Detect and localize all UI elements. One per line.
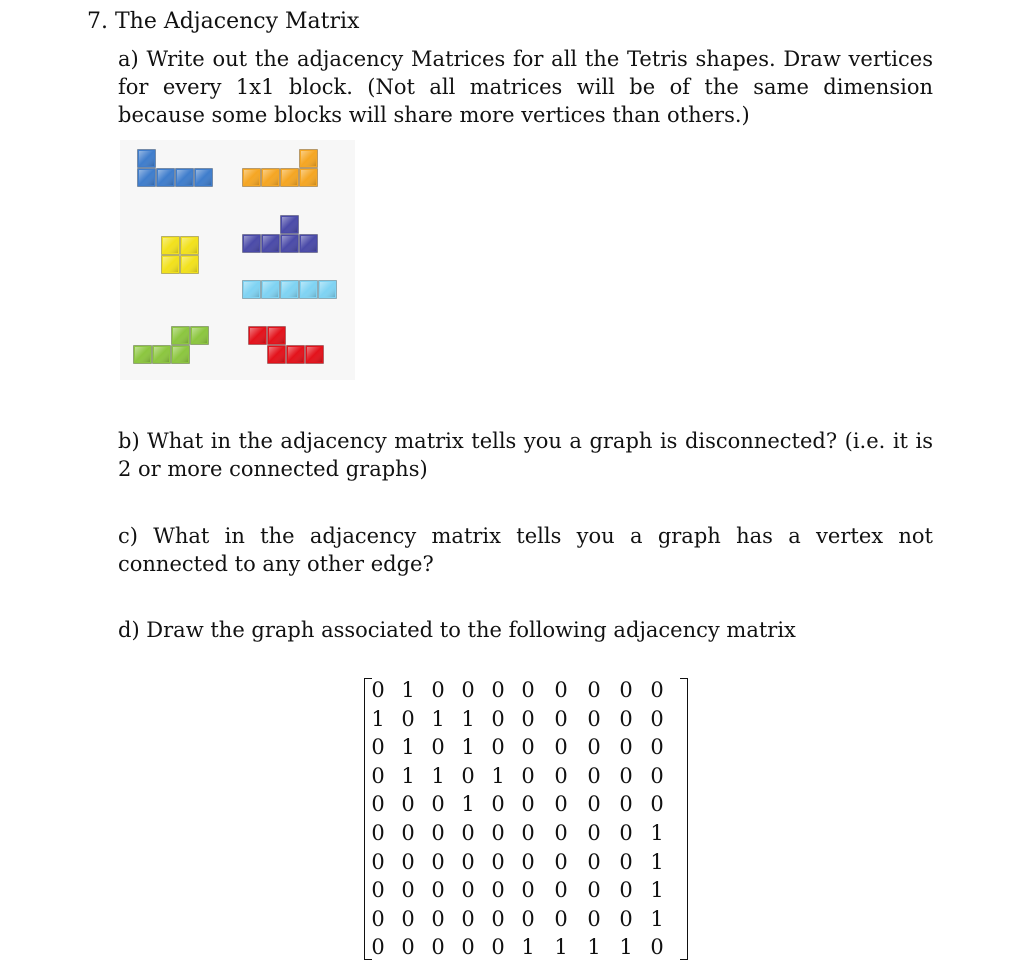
part-d-text: d) Draw the graph associated to the following adjacency matrix <box>118 618 796 642</box>
matrix-cell: 0 <box>371 849 385 874</box>
matrix-cell: 0 <box>431 878 445 903</box>
matrix-cell: 0 <box>619 821 633 845</box>
matrix-cell: 0 <box>650 935 664 960</box>
matrix-cell: 0 <box>431 678 445 702</box>
matrix-cell: 0 <box>491 706 505 731</box>
matrix-cell: 1 <box>461 735 475 760</box>
matrix-cell: 0 <box>587 906 601 931</box>
matrix-cell: 1 <box>650 821 664 845</box>
matrix-cell: 0 <box>491 878 505 903</box>
adjacency-matrix <box>363 676 689 962</box>
matrix-cell: 0 <box>491 792 505 817</box>
tetris-block-shine <box>282 282 297 297</box>
matrix-cell: 1 <box>401 763 415 788</box>
matrix-cell: 0 <box>401 849 415 874</box>
matrix-row <box>363 790 689 819</box>
matrix-cell: 0 <box>491 906 505 931</box>
matrix-cell: 0 <box>401 906 415 931</box>
matrix-cell: 0 <box>461 821 475 845</box>
part-a-text: a) Write out the adjacency Matrices for all the Tetris shapes. Draw vertices for every 1x1 block. (Not all matrices will be of the same dimension because some blocks will share more vertices than others.) <box>118 47 933 127</box>
tetris-block-shine <box>269 347 284 362</box>
matrix-cell: 1 <box>521 935 535 960</box>
matrix-cell: 0 <box>461 678 475 702</box>
matrix-cell: 0 <box>650 735 664 760</box>
matrix-cell: 0 <box>491 735 505 760</box>
tetris-block-shine <box>173 347 188 362</box>
tetris-block-shine <box>263 236 278 251</box>
tetris-block-shine <box>139 170 154 185</box>
matrix-cell: 0 <box>554 849 568 874</box>
matrix-cell: 1 <box>431 706 445 731</box>
matrix-cell: 0 <box>521 849 535 874</box>
matrix-cell: 0 <box>371 763 385 788</box>
matrix-cell: 0 <box>461 906 475 931</box>
matrix-row <box>363 933 689 962</box>
matrix-cell: 0 <box>619 878 633 903</box>
part-b-text: b) What in the adjacency matrix tells you a graph is disconnected? (i.e. it is 2 or more connected graphs) <box>118 429 933 481</box>
matrix-cell: 0 <box>619 906 633 931</box>
matrix-cell: 1 <box>491 763 505 788</box>
matrix-cell: 0 <box>619 706 633 731</box>
matrix-cell: 0 <box>554 763 568 788</box>
tetris-l-piece <box>243 150 318 187</box>
matrix-cell: 0 <box>587 849 601 874</box>
tetris-block-shine <box>282 170 297 185</box>
matrix-cell: 0 <box>554 792 568 817</box>
matrix-cell: 0 <box>650 792 664 817</box>
question-heading: 7. The Adjacency Matrix <box>87 9 360 34</box>
tetris-block-shine <box>163 257 178 272</box>
matrix-cell: 0 <box>554 706 568 731</box>
tetris-block-shine <box>320 282 335 297</box>
matrix-cell: 0 <box>619 735 633 760</box>
matrix-cell: 0 <box>521 792 535 817</box>
tetris-t-piece <box>243 216 318 253</box>
matrix-cell: 0 <box>587 706 601 731</box>
tetris-block-shine <box>244 236 259 251</box>
matrix-cell: 1 <box>401 735 415 760</box>
matrix-cell: 0 <box>521 678 535 702</box>
tetris-block-shine <box>307 347 322 362</box>
tetris-s-piece <box>134 327 209 364</box>
matrix-cell: 0 <box>521 821 535 845</box>
matrix-cell: 0 <box>461 763 475 788</box>
matrix-row <box>363 876 689 905</box>
tetris-block-shine <box>163 238 178 253</box>
matrix-cell: 1 <box>461 792 475 817</box>
matrix-cell: 0 <box>650 678 664 702</box>
tetris-block-shine <box>250 328 265 343</box>
matrix-cell: 0 <box>554 735 568 760</box>
tetris-block-shine <box>282 217 297 232</box>
part-c-text: c) What in the adjacency matrix tells you a graph has a vertex not connected to any other edge? <box>118 524 933 576</box>
matrix-row <box>363 762 689 791</box>
matrix-cell: 1 <box>650 849 664 874</box>
matrix-row <box>363 705 689 734</box>
tetris-block-shine <box>288 347 303 362</box>
matrix-cell: 1 <box>401 678 415 702</box>
matrix-cell: 0 <box>554 878 568 903</box>
matrix-cell: 0 <box>521 735 535 760</box>
matrix-cell: 0 <box>619 678 633 702</box>
tetris-block-shine <box>269 328 284 343</box>
matrix-cell: 0 <box>554 678 568 702</box>
matrix-cell: 0 <box>371 678 385 702</box>
tetris-block-shine <box>139 151 154 166</box>
matrix-cell: 0 <box>554 821 568 845</box>
matrix-cell: 0 <box>650 763 664 788</box>
matrix-cell: 0 <box>431 792 445 817</box>
matrix-cell: 0 <box>491 678 505 702</box>
matrix-cell: 1 <box>431 763 445 788</box>
tetris-block-shine <box>244 170 259 185</box>
tetris-block-shine <box>173 328 188 343</box>
tetris-z-piece <box>249 327 324 364</box>
matrix-cell: 1 <box>650 906 664 931</box>
tetris-block-shine <box>282 236 297 251</box>
matrix-cell: 0 <box>401 878 415 903</box>
tetris-block-shine <box>301 236 316 251</box>
matrix-cell: 0 <box>491 935 505 960</box>
matrix-cell: 0 <box>521 763 535 788</box>
matrix-cell: 0 <box>371 906 385 931</box>
tetris-block-shine <box>244 282 259 297</box>
matrix-cell: 0 <box>521 706 535 731</box>
matrix-cell: 0 <box>401 706 415 731</box>
tetris-block-shine <box>177 170 192 185</box>
matrix-cell: 0 <box>431 821 445 845</box>
tetris-block-shine <box>263 282 278 297</box>
matrix-cell: 0 <box>587 763 601 788</box>
tetris-block-shine <box>301 282 316 297</box>
tetris-block-shine <box>301 151 316 166</box>
matrix-cell: 0 <box>371 935 385 960</box>
matrix-cell: 0 <box>431 849 445 874</box>
tetris-i-piece <box>243 281 337 299</box>
matrix-cell: 1 <box>371 706 385 731</box>
matrix-row <box>363 819 689 848</box>
matrix-cell: 0 <box>431 735 445 760</box>
matrix-cell: 0 <box>371 735 385 760</box>
matrix-cell: 0 <box>461 935 475 960</box>
matrix-cell: 0 <box>491 821 505 845</box>
matrix-cell: 0 <box>431 906 445 931</box>
matrix-cell: 0 <box>371 878 385 903</box>
matrix-cell: 0 <box>461 878 475 903</box>
tetris-block-shine <box>301 170 316 185</box>
matrix-cell: 1 <box>650 878 664 903</box>
matrix-cell: 0 <box>521 878 535 903</box>
matrix-cell: 1 <box>461 706 475 731</box>
matrix-cell: 0 <box>619 849 633 874</box>
matrix-cell: 0 <box>401 935 415 960</box>
matrix-row <box>363 905 689 934</box>
matrix-cell: 1 <box>554 935 568 960</box>
matrix-cell: 0 <box>587 735 601 760</box>
matrix-cell: 0 <box>619 763 633 788</box>
matrix-cell: 0 <box>401 821 415 845</box>
matrix-cell: 0 <box>587 821 601 845</box>
tetris-block-shine <box>158 170 173 185</box>
tetris-block-shine <box>182 257 197 272</box>
matrix-grid <box>363 676 689 962</box>
matrix-cell: 0 <box>587 878 601 903</box>
matrix-row <box>363 676 689 705</box>
matrix-cell: 0 <box>650 706 664 731</box>
matrix-cell: 1 <box>619 935 633 960</box>
tetris-block-shine <box>154 347 169 362</box>
matrix-cell: 0 <box>587 792 601 817</box>
matrix-cell: 0 <box>371 821 385 845</box>
tetris-o-piece <box>162 237 199 274</box>
matrix-cell: 0 <box>587 678 601 702</box>
tetris-block-shine <box>182 238 197 253</box>
matrix-cell: 0 <box>521 906 535 931</box>
tetris-shapes-image <box>120 140 355 380</box>
matrix-cell: 0 <box>461 849 475 874</box>
matrix-cell: 0 <box>619 792 633 817</box>
matrix-row <box>363 733 689 762</box>
matrix-cell: 1 <box>587 935 601 960</box>
tetris-block-shine <box>192 328 207 343</box>
tetris-block-shine <box>263 170 278 185</box>
matrix-cell: 0 <box>371 792 385 817</box>
matrix-cell: 0 <box>554 906 568 931</box>
matrix-cell: 0 <box>431 935 445 960</box>
tetris-block-shine <box>196 170 211 185</box>
matrix-cell: 0 <box>401 792 415 817</box>
matrix-cell: 0 <box>491 849 505 874</box>
tetris-shapes-svg <box>120 140 355 380</box>
tetris-j-piece <box>138 150 213 187</box>
matrix-row <box>363 848 689 877</box>
tetris-block-shine <box>135 347 150 362</box>
